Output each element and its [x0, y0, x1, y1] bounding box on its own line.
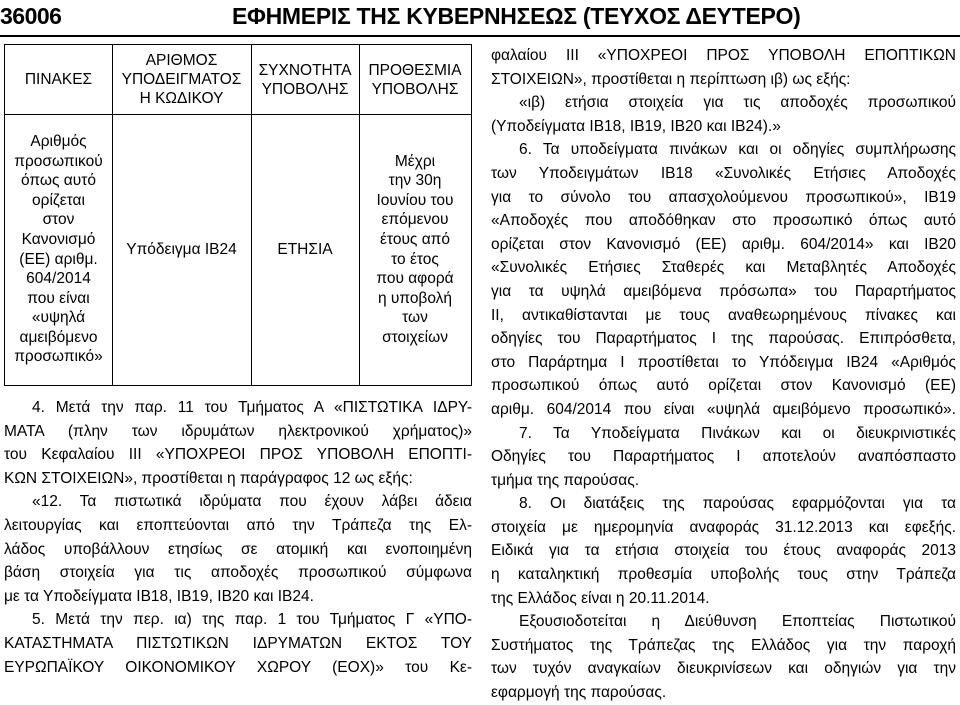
text-line: ΜΑΤΑ (πλην των ιδρυμάτων ηλεκτρονικού χρήματος)»	[4, 422, 472, 440]
text-line: του Κεφαλαίου ΙΙΙ «ΥΠΟΧΡΕΟΙ ΠΡΟΣ ΥΠΟΒΟΛΗ ΕΠΟΠΤΙ-	[4, 446, 472, 464]
page-number: 36006	[0, 3, 62, 29]
text-line: των Υποδειγμάτων ΙΒ18 «Συνολικές Ετήσιες Αποδοχές	[491, 164, 956, 182]
text-line: 7. Τα Υποδείγματα Πινάκων και οι διευκρινιστικές	[519, 424, 956, 442]
text-line: «ιβ) ετήσια στοιχεία για τις αποδοχές προσωπικού	[519, 94, 956, 112]
cell-line: την 30η	[388, 172, 442, 190]
text-line: 4. Μετά την παρ. 11 του Τμήματος Α «ΠΙΣΤΩΤΙΚΑ ΙΔΡΥ-	[32, 399, 472, 416]
text-line: για τα υψηλά αμειβόμενα πρόσωπα» του Παραρτήματος	[491, 282, 956, 300]
text-line: Ειδικά για τα ετήσια στοιχεία του έτους αναφοράς 2013	[491, 542, 956, 560]
cell-line: αμειβόμενο	[19, 328, 98, 346]
cell-line: όπως αυτό	[21, 172, 96, 190]
text-line: εφαρμογή της παρούσας.	[491, 684, 667, 702]
text-line: ορίζεται στον Κανονισμό (ΕΕ) αριθμ. 604/2014» και ΙΒ20	[491, 235, 956, 253]
header-line: ΥΠΟΔΕΙΓΜΑΤΟΣ	[121, 71, 242, 88]
text-line: της Ελλάδος είναι η 20.11.2014.	[491, 589, 710, 607]
text-line: ΕΥΡΩΠΑΪΚΟΥ ΟΙΚΟΝΟΜΙΚΟΥ ΧΩΡΟΥ (ΕΟΧ)» του Κε-	[4, 658, 472, 676]
text-line: φαλαίου ΙΙΙ «ΥΠΟΧΡΕΟΙ ΠΡΟΣ ΥΠΟΒΟΛΗ ΕΠΟΠΤΙΚΩΝ	[491, 47, 956, 64]
cell-line: ΕΤΗΣΙΑ	[277, 241, 333, 258]
header-line: ΥΠΟΒΟΛΗΣ	[371, 80, 459, 98]
text-line: ΙΙ, αντικαθίστανται με τους αναθεωρημένους πίνακες και	[491, 306, 956, 324]
cell-line: που είναι	[27, 289, 90, 307]
cell-line: Αριθμός	[30, 132, 87, 150]
cell-line: το έτος	[391, 250, 439, 268]
text-line: (Υποδείγματα ΙΒ18, ΙΒ19, ΙΒ20 και ΙΒ24).»	[491, 117, 781, 135]
cell-line: Υπόδειγμα ΙΒ24	[126, 241, 237, 258]
cell-line: Κανονισμό	[21, 230, 96, 248]
text-line: 6. Τα υποδείγματα πινάκων και οι οδηγίες συμπλήρωσης	[519, 141, 956, 159]
header-cell-frequency	[251, 45, 359, 114]
right-column	[491, 44, 956, 705]
text-line: «Αποδοχές που αποδόθηκαν στο προσωπικό όπως αυτό	[491, 212, 956, 230]
text-line: Συστήματος της Τράπεζας της Ελλάδος για την παροχή	[491, 636, 956, 654]
cell-line: έτους από	[380, 230, 450, 248]
header-line: ΑΡΙΘΜΟΣ	[145, 52, 218, 69]
journal-title: ΕΦΗΜΕΡΙΣ ΤΗΣ ΚΥΒΕΡΝΗΣΕΩΣ (ΤΕΥΧΟΣ ΔΕΥΤΕΡΟ)	[232, 3, 801, 29]
cell-line: στον	[42, 211, 75, 229]
text-line: τμήμα της παρούσας.	[491, 471, 640, 489]
header-line: ΠΡΟΘΕΣΜΙΑ	[368, 61, 462, 79]
forms-table	[4, 44, 472, 386]
page-header	[0, 0, 960, 40]
text-line: Οδηγίες του Παραρτήματος Ι αποτελούν αναπόσπαστο	[491, 448, 956, 466]
text-line: βάση στοιχεία για τις αποδοχές προσωπικού σύμφωνα	[4, 564, 472, 582]
text-line: η καταληκτική προθεσμία υποβολής τους στην Τράπεζα	[491, 566, 956, 584]
cell-line: 604/2014	[26, 270, 91, 288]
header-line: Η ΚΩΔΙΚΟΥ	[139, 90, 224, 107]
header-line: ΣΥΧΝΟΤΗΤΑ	[258, 61, 352, 79]
cell-line: που αφορά	[376, 270, 454, 288]
text-line: των τυχόν αναγκαίων διευκρινίσεων και οδηγιών για την	[491, 660, 956, 678]
text-line: στο Παράρτημα Ι προστίθεται το Υπόδειγμα ΙΒ24 «Αριθμός	[491, 353, 956, 371]
cell-line: «υψηλά	[31, 309, 86, 327]
header-line: ΥΠΟΒΟΛΗΣ	[261, 80, 349, 98]
text-line: λειτουργίας και εποπτεύονται από την Τράπεζα της Ελ-	[4, 516, 472, 534]
cell-line: Μέχρι	[394, 152, 436, 170]
text-line: ΣΤΟΙΧΕΙΩΝ», προστίθεται η περίπτωση ιβ) ως εξής:	[491, 70, 851, 88]
header-cell-tables	[5, 45, 112, 114]
text-line: αριθμ. 604/2014 που είναι «υψηλά αμειβόμενο προσωπικό».	[491, 400, 956, 418]
row-cell-deadline	[359, 114, 471, 385]
text-line: «Συνολικές Ετήσιες Σταθερές και Μεταβλητές Αποδοχές	[491, 259, 956, 277]
text-line: στοιχεία με ημερομηνία αναφοράς 31.12.2013 και εφεξής.	[491, 518, 956, 536]
header-cell-form-number	[112, 45, 251, 114]
cell-line: επόμενου	[381, 211, 449, 229]
text-line: για το σύνολο του απασχολούμενου προσωπικού», ΙΒ19	[491, 188, 956, 206]
header-rule	[0, 35, 960, 37]
row-cell-tables	[5, 114, 112, 385]
text-line: «12. Τα πιστωτικά ιδρύματα που έχουν λάβει άδεια	[32, 493, 472, 511]
header-cell-deadline	[359, 45, 471, 114]
text-line: προσωπικού όπως αυτό ορίζεται στον Κανονισμό (ΕΕ)	[491, 377, 956, 395]
text-line: λάδος υποβάλλουν ετησίως σε ατομική και ενοποιημένη	[4, 540, 472, 558]
text-line: Εξουσιοδοτείται η Διεύθυνση Εποπτείας Πιστωτικού	[519, 613, 956, 631]
left-body-text	[4, 396, 472, 679]
header-line: ΠΙΝΑΚΕΣ	[24, 71, 93, 88]
text-line: οδηγίες του Παραρτήματος Ι της παρούσας. Επιπρόσθετα,	[491, 330, 956, 348]
cell-line: (ΕΕ) αριθμ.	[19, 250, 98, 268]
cell-line: ορίζεται	[32, 191, 85, 209]
row-cell-form-number	[112, 114, 251, 385]
row-cell-frequency	[251, 114, 359, 385]
cell-line: στοιχείων	[382, 328, 448, 346]
text-line: ΚΑΤΑΣΤΗΜΑΤΑ ΠΙΣΤΩΤΙΚΩΝ ΙΔΡΥΜΑΤΩΝ ΕΚΤΟΣ ΤΟΥ	[4, 634, 472, 652]
text-line: ΚΩΝ ΣΤΟΙΧΕΙΩΝ», προστίθεται η παράγραφος 12 ως εξής:	[4, 469, 413, 487]
text-line: 8. Οι διατάξεις της παρούσας εφαρμόζονται για τα	[519, 495, 956, 513]
text-line: με τα Υποδείγματα ΙΒ18, ΙΒ19, ΙΒ20 και ΙΒ24.	[4, 587, 314, 605]
cell-line: η υποβολή	[377, 289, 453, 307]
cell-line: των	[402, 309, 428, 327]
cell-line: προσωπικό»	[14, 348, 103, 366]
text-line: 5. Μετά την περ. ια) της παρ. 1 του Τμήματος Γ «ΥΠΟ-	[32, 611, 472, 629]
cell-line: Ιουνίου του	[376, 191, 454, 209]
cell-line: προσωπικού	[14, 152, 103, 170]
